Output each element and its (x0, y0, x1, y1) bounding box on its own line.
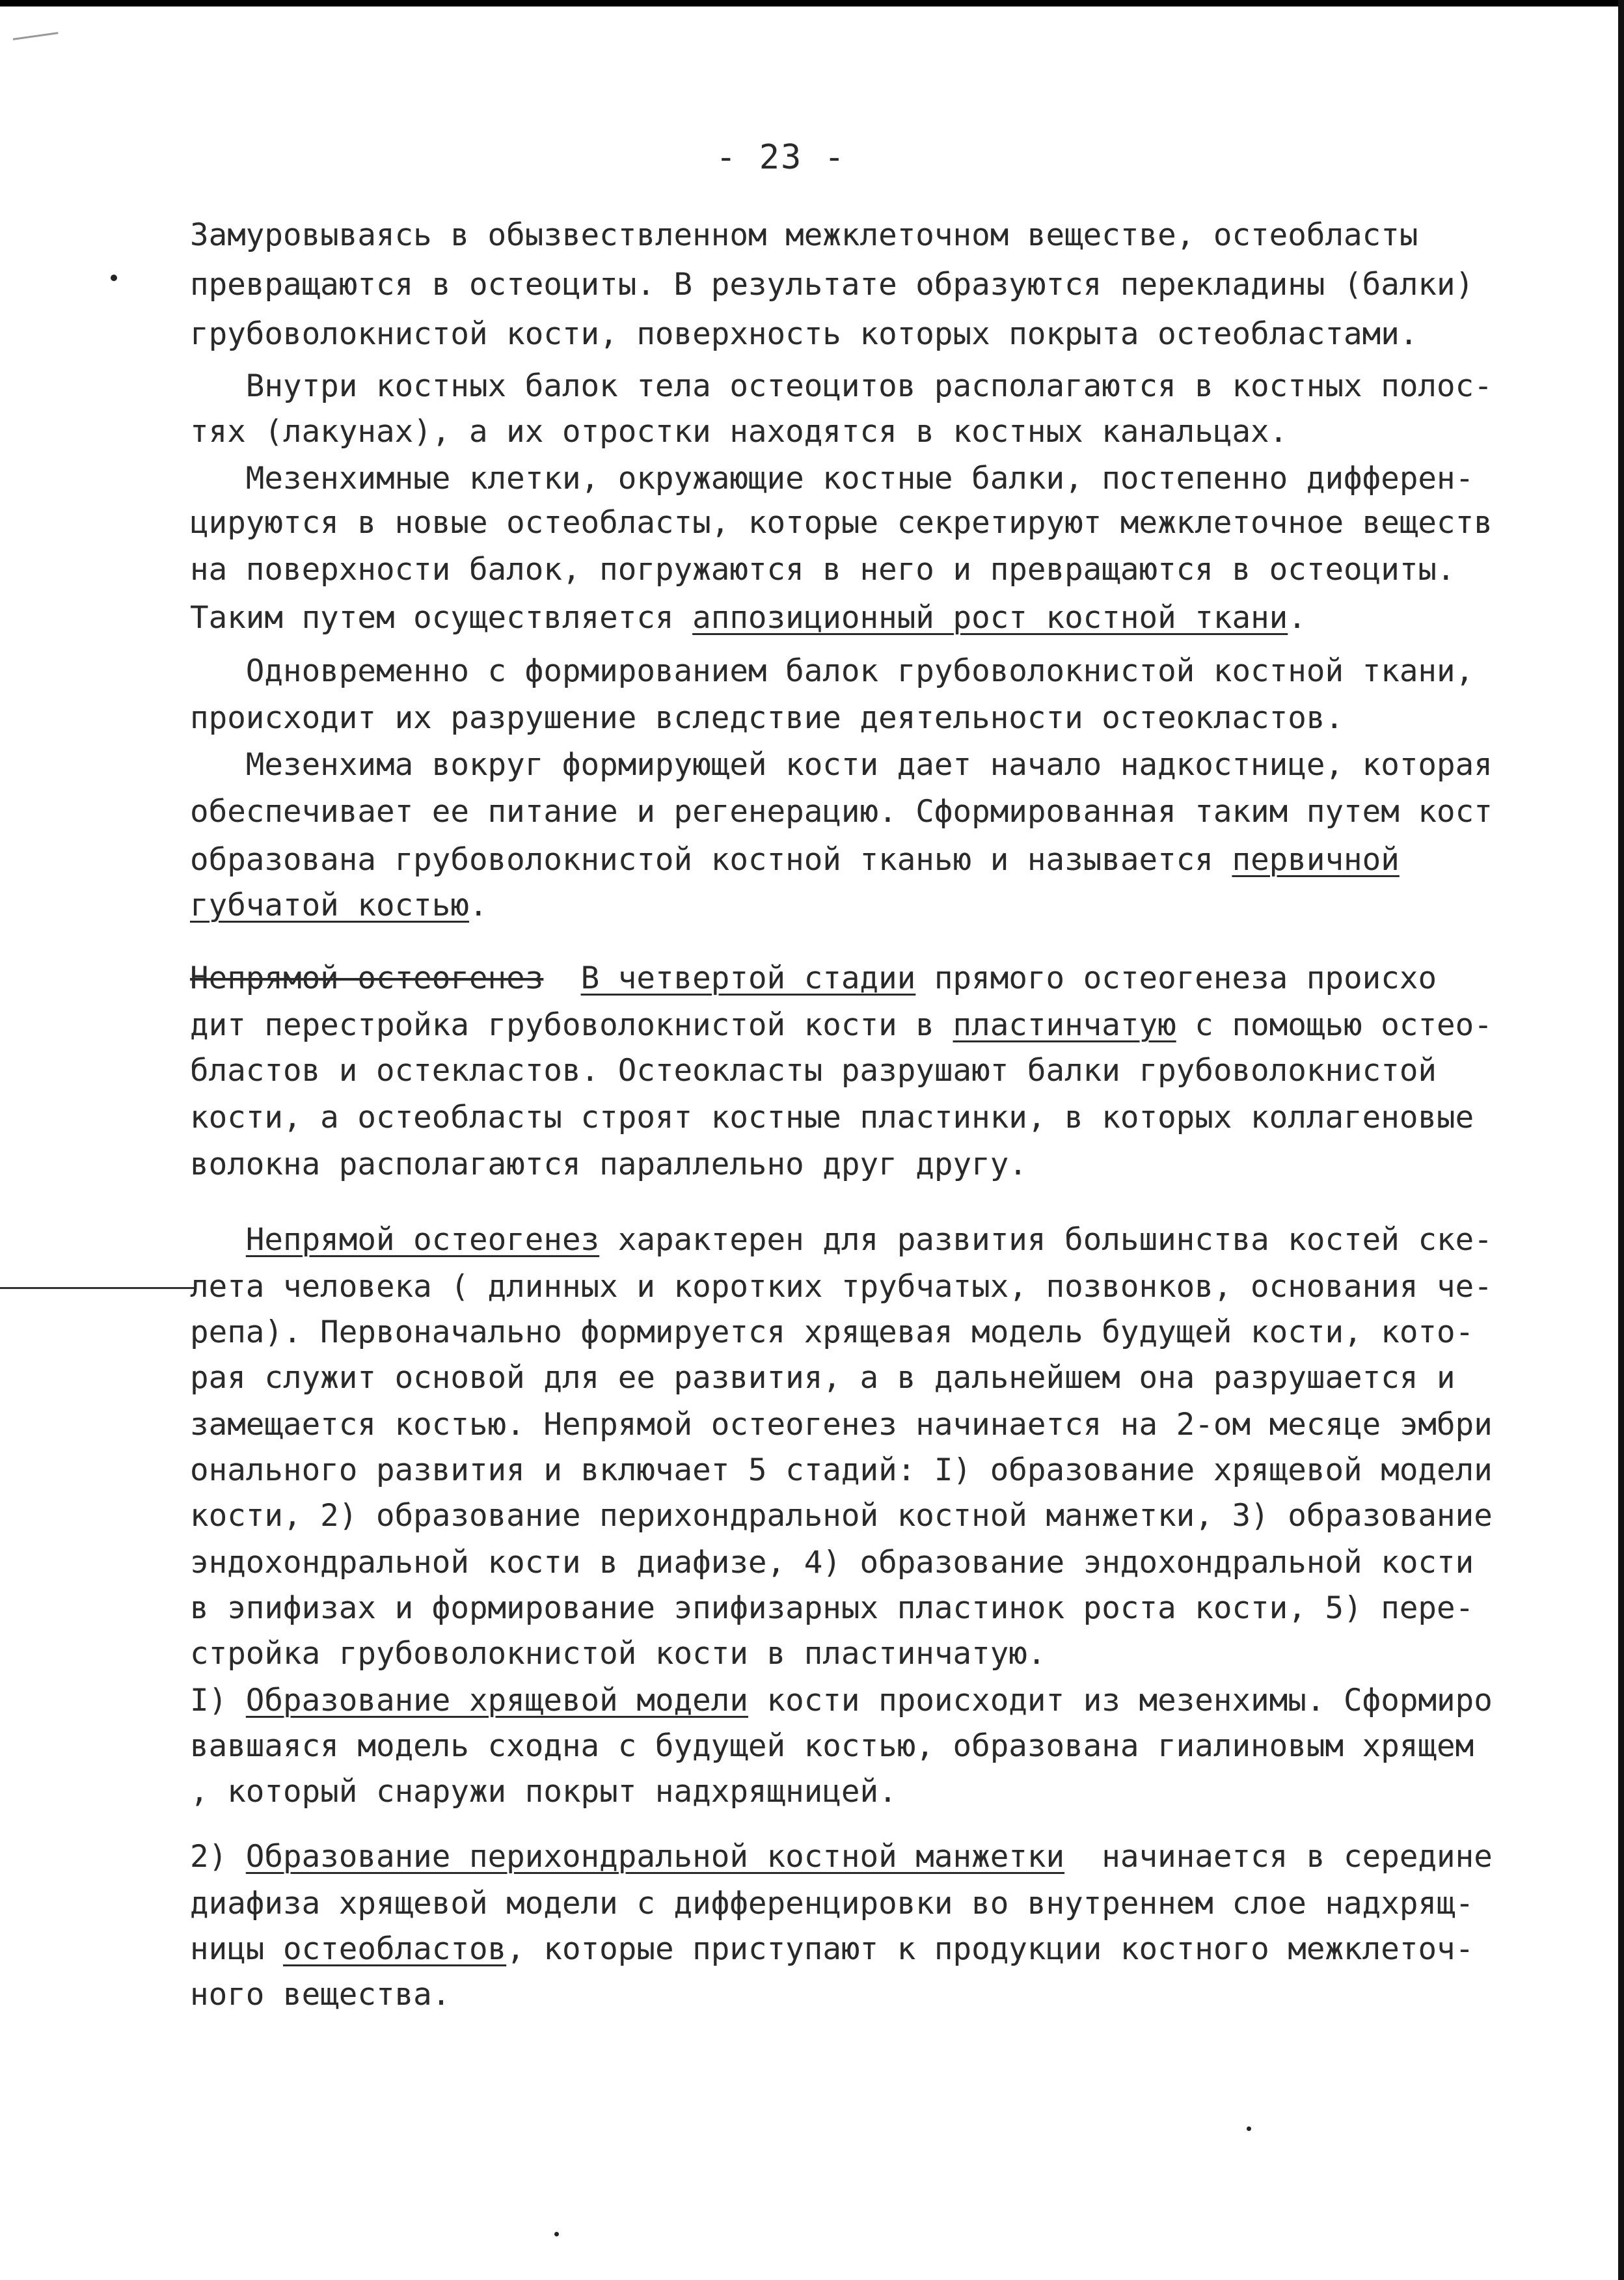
text-line: тях (лакунах), а их отростки находятся в костных канальцах. (190, 414, 1288, 450)
text-line: происходит их разрушение вследствие деятельности остеокластов. (190, 700, 1344, 736)
underlined-term: остеобластов (283, 1931, 507, 1967)
underlined-term: В четвертой стадии (580, 960, 916, 996)
margin-scribble (13, 32, 59, 44)
text-line: замещается костью. Непрямой остеогенез начинается на 2-ом месяце эмбри (190, 1407, 1493, 1443)
margin-dot (554, 2232, 559, 2236)
underlined-term: пластинчатую (953, 1007, 1176, 1043)
text-line: Мезенхима вокруг формирующей кости дает начало надкостнице, которая (190, 747, 1493, 783)
text-line: репа). Первоначально формируется хрящевая модель будущей кости, кото- (190, 1314, 1474, 1350)
text-line: Одновременно с формированием балок грубоволокнистой костной ткани, (190, 653, 1474, 689)
text-line: онального развития и включает 5 стадий: I) образование хрящевой модели (190, 1452, 1493, 1488)
margin-dot (1247, 2126, 1251, 2131)
text-line: Мезенхимные клетки, окружающие костные балки, постепенно дифферен- (190, 461, 1474, 496)
text-line: Замуровываясь в обызвествленном межклеточном веществе, остеобласты (190, 217, 1418, 253)
text-line: кости, а остеобласты строят костные пластинки, в которых коллагеновые (190, 1100, 1474, 1135)
text-line: Непрямой остеогенез характерен для развития большинства костей ске- (245, 1222, 1493, 1258)
text-line: стройка грубоволокнистой кости в пластинчатую. (190, 1636, 1046, 1672)
text-line: грубоволокнистой кости, поверхность которых покрыта остеобластами. (190, 316, 1418, 352)
text-line: ного вещества. (190, 1977, 451, 2013)
text-line: Внутри костных балок тела остеоцитов располагаются в костных полос- (190, 368, 1493, 404)
text-line: диафиза хрящевой модели с дифференцировки во внутреннем слое надхрящ- (190, 1886, 1474, 1921)
page-number: - 23 - (716, 138, 846, 177)
underlined-term: первичной (1232, 842, 1400, 878)
text-line: превращаются в остеоциты. В результате образуются перекладины (балки) (190, 267, 1474, 303)
scan-border-right (1618, 0, 1624, 2280)
text-line: образована грубоволокнистой костной тканью и называется первичной (190, 842, 1400, 878)
scan-border-top (0, 0, 1624, 7)
text-line: ницы остеобластов, которые приступают к продукции костного межклеточ- (190, 1931, 1474, 1967)
text-line: дит перестройка грубоволокнистой кости в пластинчатую с помощью остео- (190, 1007, 1493, 1043)
text-line: Непрямой остеогенез В четвертой стадии прямого остеогенеза происхо (190, 960, 1437, 996)
text-line: губчатой костью. (190, 888, 488, 923)
text-line: обеспечивает ее питание и регенерацию. Сформированная таким путем кост (190, 794, 1493, 830)
text-line: лета человека ( длинных и коротких трубчатых, позвонков, основания че- (190, 1269, 1493, 1305)
underlined-term: губчатой костью (190, 888, 469, 923)
underlined-term: Образование перихондральной костной манжетки (245, 1839, 1065, 1875)
underlined-term: Непрямой остеогенез (245, 1222, 600, 1258)
underlined-term: аппозиционный рост костной ткани (692, 600, 1288, 636)
text-line: рая служит основой для ее развития, а в дальнейшем она разрушается и (190, 1360, 1455, 1396)
text-line: Таким путем осуществляется аппозиционный рост костной ткани. (190, 600, 1306, 636)
struck-out-text: Непрямой остеогенез (190, 960, 544, 996)
text-line: волокна располагаются параллельно друг другу. (190, 1147, 1027, 1182)
text-line: бластов и остекластов. Остеокласты разрушают балки грубоволокнистой (190, 1053, 1437, 1089)
text-line: в эпифизах и формирование эпифизарных пластинок роста кости, 5) пере- (190, 1590, 1474, 1626)
text-line: на поверхности балок, погружаются в него и превращаются в остеоциты. (190, 552, 1455, 588)
text-line: , который снаружи покрыт надхрящницей. (190, 1774, 897, 1810)
text-line: цируются в новые остеобласты, которые секретируют межклеточное веществ (190, 505, 1493, 541)
text-line: 2) Образование перихондральной костной манжетки начинается в середине (190, 1839, 1493, 1875)
underlined-term: Образование хрящевой модели (245, 1683, 748, 1718)
margin-line (0, 1287, 195, 1289)
margin-dot (111, 275, 117, 281)
text-line: кости, 2) образование перихондральной костной манжетки, 3) образование (190, 1498, 1493, 1534)
text-line: эндохондральной кости в диафизе, 4) образование эндохондральной кости (190, 1545, 1474, 1581)
text-line: вавшаяся модель сходна с будущей костью, образована гиалиновым хрящем (190, 1728, 1474, 1764)
text-line: I) Образование хрящевой модели кости происходит из мезенхимы. Сформиро (190, 1683, 1493, 1718)
